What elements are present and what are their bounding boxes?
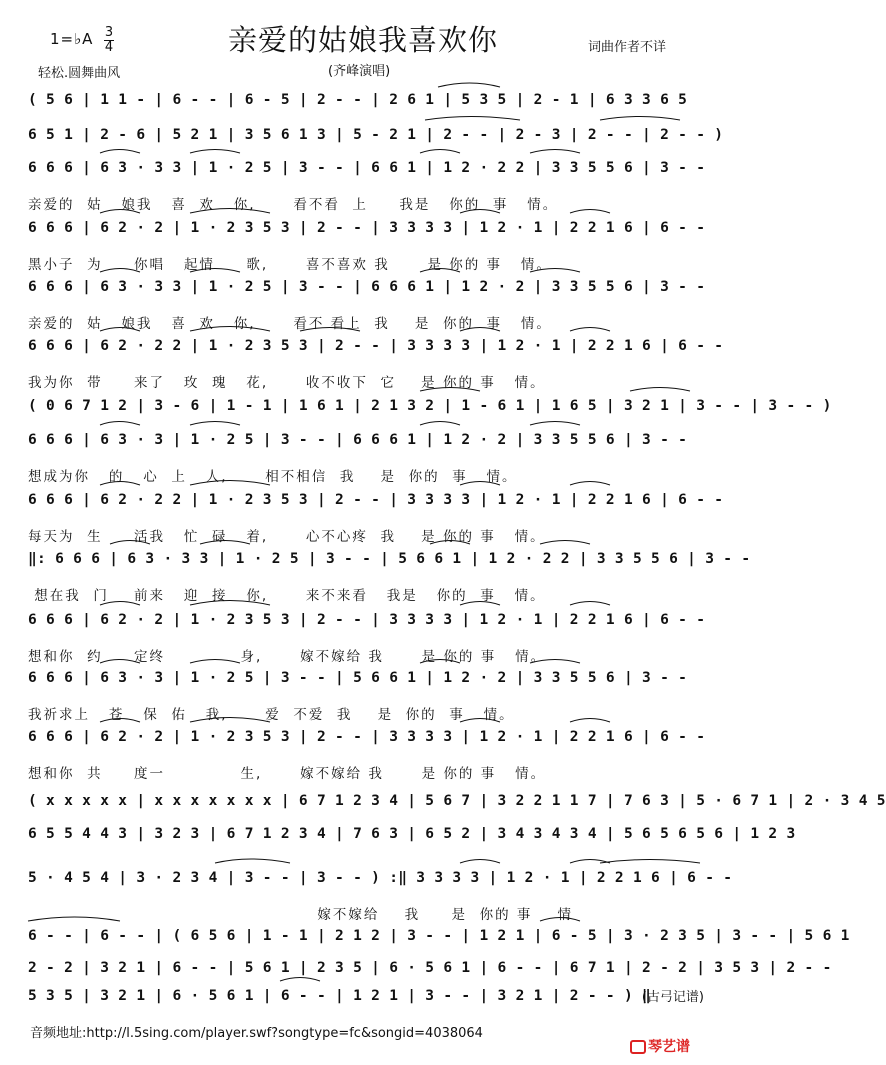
tie-mark xyxy=(570,210,610,214)
tie-mark xyxy=(100,150,140,154)
notation-line: 6 5 5 4 4 3 | 3 2 3 | 6 7 1 2 3 4 | 7 6 3 | 6 5 2 | 3 4 3 4 3 4 | 5 6 5 6 5 6 | 1 2 3 xyxy=(28,826,796,842)
lyrics-line: 想在我 门 前来 迎 接 你, 来不来看 我是 你的 事 情。 xyxy=(28,588,546,604)
tie-mark xyxy=(460,210,500,214)
tie-mark xyxy=(100,210,140,214)
tie-mark xyxy=(190,481,270,486)
audio-url[interactable]: http://l.5sing.com/player.swf?songtype=fc&songid=4038064 xyxy=(86,1026,483,1041)
lyrics-line: 想和你 共 度一 生, 嫁不嫁给 我 是 你的 事 情。 xyxy=(28,766,547,782)
tie-mark xyxy=(530,422,580,426)
meter-top: 3 xyxy=(104,25,114,40)
tie-mark xyxy=(420,660,460,664)
lyrics-line: 我为你 带 来了 玫 瑰 花, 收不收下 它 是 你的 事 情。 xyxy=(28,375,546,391)
tie-mark xyxy=(530,150,580,154)
credit-note: 词曲作者不详 xyxy=(588,40,667,55)
notation-line: 5 3 5 | 3 2 1 | 6 · 5 6 1 | 6 - - | 1 2 1 | 3 - - | 3 2 1 | 2 - - ) ‖ xyxy=(28,988,652,1004)
song-title: 亲爱的姑娘我喜欢你 xyxy=(228,23,499,57)
tie-mark xyxy=(190,269,240,273)
audio-link[interactable] xyxy=(30,1022,483,1041)
style-note: 轻松.圆舞曲风 xyxy=(38,66,121,81)
notation-line: ( 5 6 | 1 1 - | 6 - - | 6 - 5 | 2 - - | 2 6 1 | 5 3 5 | 2 - 1 | 6 3 3 6 5 xyxy=(28,92,688,108)
notation-line: 6 6 6 | 6 2 · 2 | 1 · 2 3 5 3 | 2 - - | 3 3 3 3 | 1 2 · 1 | 2 2 1 6 | 6 - - xyxy=(28,220,706,236)
logo-text: 琴艺谱 xyxy=(648,1039,690,1055)
transcriber-note: (古弓记谱) xyxy=(641,990,704,1005)
tie-mark xyxy=(190,601,270,606)
tie-mark xyxy=(190,327,270,332)
notation-line: 6 6 6 | 6 2 · 2 | 1 · 2 3 5 3 | 2 - - | 3 3 3 3 | 1 2 · 1 | 2 2 1 6 | 6 - - xyxy=(28,612,706,628)
tie-mark xyxy=(190,422,240,426)
tie-mark xyxy=(570,482,610,486)
tie-mark xyxy=(420,388,480,392)
tie-mark xyxy=(28,917,120,921)
tie-mark xyxy=(190,718,270,723)
tie-mark xyxy=(430,541,470,545)
notation-line: 6 - - | 6 - - | ( 6 5 6 | 1 - 1 | 2 1 2 | 3 - - | 1 2 1 | 6 - 5 | 3 · 2 3 5 | 3 - - | 5 6 1 xyxy=(28,928,850,944)
notation-line: 6 6 6 | 6 2 · 2 | 1 · 2 3 5 3 | 2 - - | 3 3 3 3 | 1 2 · 1 | 2 2 1 6 | 6 - - xyxy=(28,729,706,745)
tie-mark xyxy=(425,117,520,121)
singer-note: (齐峰演唱) xyxy=(328,64,391,79)
tie-mark xyxy=(530,269,580,273)
meter-bottom: 4 xyxy=(104,40,114,55)
notation-line: 6 5 1 | 2 - 6 | 5 2 1 | 3 5 6 1 3 | 5 - 2 1 | 2 - - | 2 - 3 | 2 - - | 2 - - ) xyxy=(28,127,724,143)
lyrics-line: 亲爱的 姑 娘我 喜 欢 你, 看不 看上 我 是 你的 事 情。 xyxy=(28,316,552,332)
tie-mark xyxy=(530,660,580,664)
tie-mark xyxy=(540,541,590,545)
tie-mark xyxy=(100,602,140,606)
logo-icon xyxy=(630,1040,646,1054)
notation-line: 6 6 6 | 6 3 · 3 3 | 1 · 2 5 | 3 - - | 6 6 1 | 1 2 · 2 2 | 3 3 5 5 6 | 3 - - xyxy=(28,160,706,176)
tie-mark xyxy=(460,328,500,332)
tie-mark xyxy=(215,859,290,863)
tie-mark xyxy=(100,269,140,273)
lyrics-line: 每天为 生 活我 忙 碌 着, 心不心疼 我 是 你的 事 情。 xyxy=(28,529,546,545)
notation-line: ( 0 6 7 1 2 | 3 - 6 | 1 - 1 | 1 6 1 | 2 1 3 2 | 1 - 6 1 | 1 6 5 | 3 2 1 | 3 - - | 3 - - ) xyxy=(28,398,832,414)
notation-line: 6 6 6 | 6 2 · 2 2 | 1 · 2 3 5 3 | 2 - - | 3 3 3 3 | 1 2 · 1 | 2 2 1 6 | 6 - - xyxy=(28,492,724,508)
tie-mark xyxy=(460,860,500,864)
tie-mark xyxy=(540,918,580,922)
notation-line: ‖: 6 6 6 | 6 3 · 3 3 | 1 · 2 5 | 3 - - | 5 6 6 1 | 1 2 · 2 2 | 3 3 5 5 6 | 3 - - xyxy=(28,551,751,567)
notation-line: ( x x x x x | x x x x x x x | 6 7 1 2 3 4 | 5 6 7 | 3 2 2 1 1 7 | 7 6 3 | 5 · 6 7 1 | 2 · 3 4 5 xyxy=(28,793,886,809)
lyrics-line: 想和你 约 定终 身, 嫁不嫁给 我 是 你的 事 情。 xyxy=(28,649,547,665)
lyrics-line: 想成为你 的 心 上 人, 相不相信 我 是 你的 事 情。 xyxy=(28,469,518,485)
tie-mark xyxy=(100,422,140,426)
tie-mark xyxy=(460,719,500,723)
lyrics-line: 我祈求上 苍 保 佑 我, 爱 不爱 我 是 你的 事 情。 xyxy=(28,707,515,723)
tie-mark xyxy=(100,482,140,486)
tie-mark xyxy=(190,209,270,214)
tie-mark xyxy=(110,541,150,545)
tie-mark xyxy=(630,388,690,392)
tie-mark xyxy=(190,150,240,154)
tie-mark xyxy=(200,541,250,545)
notation-line: 6 6 6 | 6 3 · 3 3 | 1 · 2 5 | 3 - - | 6 6 6 1 | 1 2 · 2 | 3 3 5 5 6 | 3 - - xyxy=(28,279,706,295)
key-signature: 1=♭A xyxy=(50,30,94,48)
tie-mark xyxy=(100,660,140,664)
audio-label: 音频地址: xyxy=(30,1026,87,1041)
lyrics-line: 亲爱的 姑 娘我 喜 欢 你, 看不看 上 我是 你的 事 情。 xyxy=(28,197,559,213)
tie-mark xyxy=(600,117,680,121)
tie-mark xyxy=(460,602,500,606)
notation-line: 5 · 4 5 4 | 3 · 2 3 4 | 3 - - | 3 - - ) :‖ 3 3 3 3 | 1 2 · 1 | 2 2 1 6 | 6 - - xyxy=(28,870,733,886)
notation-line: 6 6 6 | 6 3 · 3 | 1 · 2 5 | 3 - - | 6 6 6 1 | 1 2 · 2 | 3 3 5 5 6 | 3 - - xyxy=(28,432,688,448)
tie-mark xyxy=(190,660,240,664)
site-logo[interactable] xyxy=(630,1036,690,1056)
lyrics-line: 黑小子 为 你唱 起情 歌, 喜不喜欢 我 是 你的 事 情。 xyxy=(28,257,552,273)
tie-mark xyxy=(280,978,320,982)
notation-line: 6 6 6 | 6 3 · 3 | 1 · 2 5 | 3 - - | 5 6 6 1 | 1 2 · 2 | 3 3 5 5 6 | 3 - - xyxy=(28,670,688,686)
tie-mark xyxy=(300,328,360,332)
notation-line: 2 - 2 | 3 2 1 | 6 - - | 5 6 1 | 2 3 5 | 6 · 5 6 1 | 6 - - | 6 7 1 | 2 - 2 | 3 5 3 | 2 - - xyxy=(28,960,832,976)
tie-mark xyxy=(460,482,500,486)
tie-mark xyxy=(600,860,700,864)
tie-mark xyxy=(570,719,610,723)
tie-mark xyxy=(420,269,460,273)
tie-mark xyxy=(420,150,460,154)
lyrics-line: 嫁不嫁给 我 是 你的 事 情 xyxy=(28,907,574,923)
notation-line: 6 6 6 | 6 2 · 2 2 | 1 · 2 3 5 3 | 2 - - | 3 3 3 3 | 1 2 · 1 | 2 2 1 6 | 6 - - xyxy=(28,338,724,354)
tie-mark xyxy=(420,422,460,426)
tie-mark xyxy=(100,719,140,723)
tie-mark xyxy=(100,328,140,332)
tie-mark xyxy=(438,83,500,87)
tie-mark xyxy=(570,602,610,606)
tie-mark xyxy=(570,328,610,332)
